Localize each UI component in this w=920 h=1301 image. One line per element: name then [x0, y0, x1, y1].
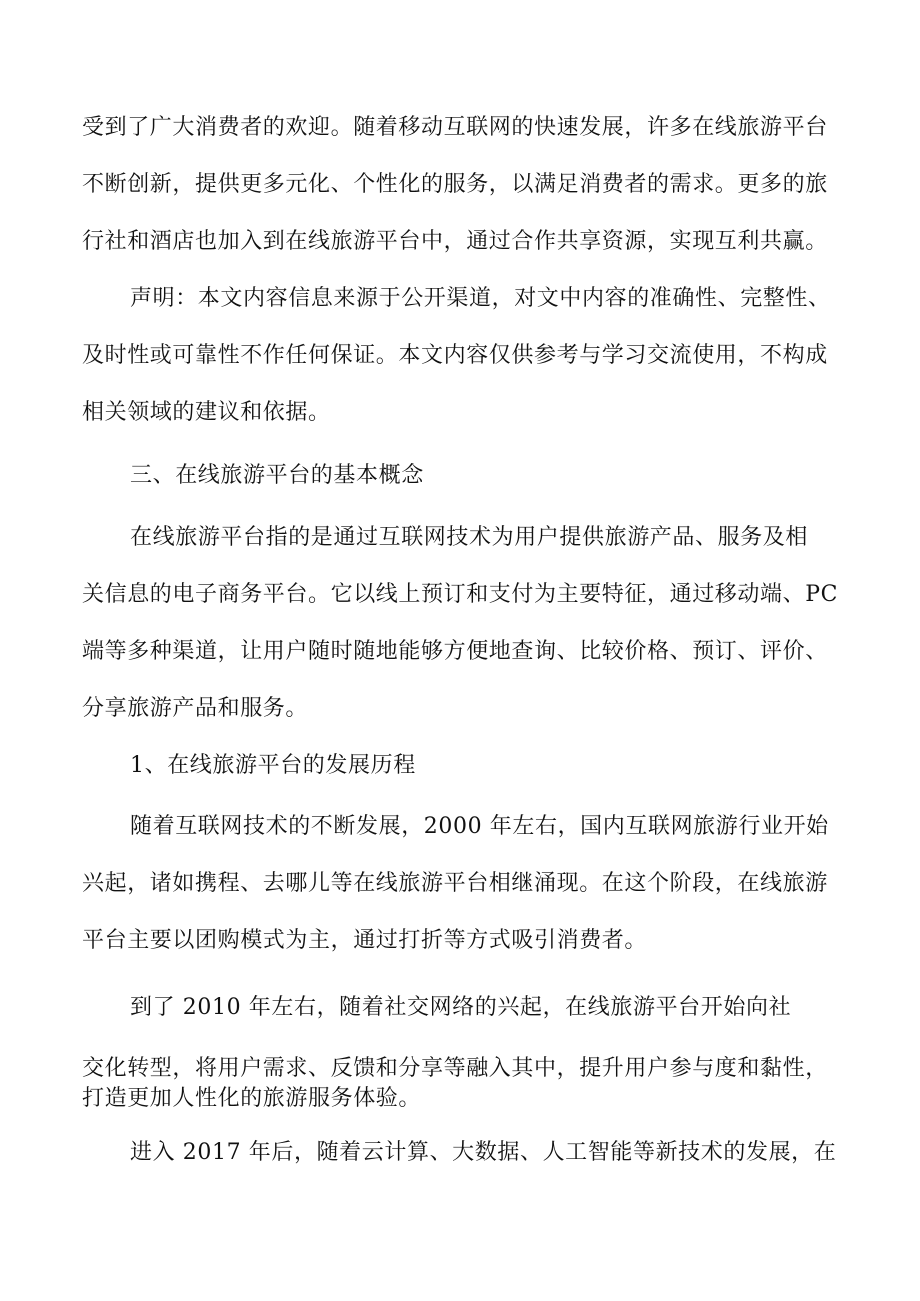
paragraph-line: 随着互联网技术的不断发展，2000 年左右，国内互联网旅游行业开始 — [130, 814, 829, 839]
paragraph-line: 端等多种渠道，让用户随时随地能够方便地查询、比较价格、预订、评价、 — [82, 639, 828, 664]
disclaimer-line: 及时性或可靠性不作任何保证。本文内容仅供参考与学习交流使用，不构成 — [82, 343, 828, 368]
paragraph-line: 受到了广大消费者的欢迎。随着移动互联网的快速发展，许多在线旅游平台 — [82, 115, 828, 140]
paragraph-line: 关信息的电子商务平台。它以线上预订和支付为主要特征，通过移动端、PC — [82, 582, 839, 607]
paragraph-line: 进入 2017 年后，随着云计算、大数据、人工智能等新技术的发展，在 — [130, 1140, 837, 1165]
paragraph-line: 不断创新，提供更多元化、个性化的服务，以满足消费者的需求。更多的旅 — [82, 172, 828, 197]
paragraph-line: 打造更加人性化的旅游服务体验。 — [82, 1086, 422, 1111]
paragraph-line: 交化转型，将用户需求、反馈和分享等融入其中，提升用户参与度和黏性， — [82, 1056, 828, 1081]
paragraph-line: 在线旅游平台指的是通过互联网技术为用户提供旅游产品、服务及相 — [130, 525, 809, 550]
paragraph-line: 分享旅游产品和服务。 — [82, 696, 309, 721]
disclaimer-line: 相关领域的建议和依据。 — [82, 400, 331, 425]
paragraph-line: 行社和酒店也加入到在线旅游平台中，通过合作共享资源，实现互利共赢。 — [82, 229, 828, 254]
subsection-heading: 1、在线旅游平台的发展历程 — [130, 753, 416, 778]
paragraph-line: 平台主要以团购模式为主，通过打折等方式吸引消费者。 — [82, 928, 648, 953]
section-heading: 三、在线旅游平台的基本概念 — [130, 463, 424, 488]
paragraph-line: 到了 2010 年左右，随着社交网络的兴起，在线旅游平台开始向社 — [130, 995, 792, 1020]
disclaimer-line: 声明：本文内容信息来源于公开渠道，对文中内容的准确性、完整性、 — [130, 286, 831, 311]
paragraph-line: 兴起，诸如携程、去哪儿等在线旅游平台相继涌现。在这个阶段，在线旅游 — [82, 871, 828, 896]
